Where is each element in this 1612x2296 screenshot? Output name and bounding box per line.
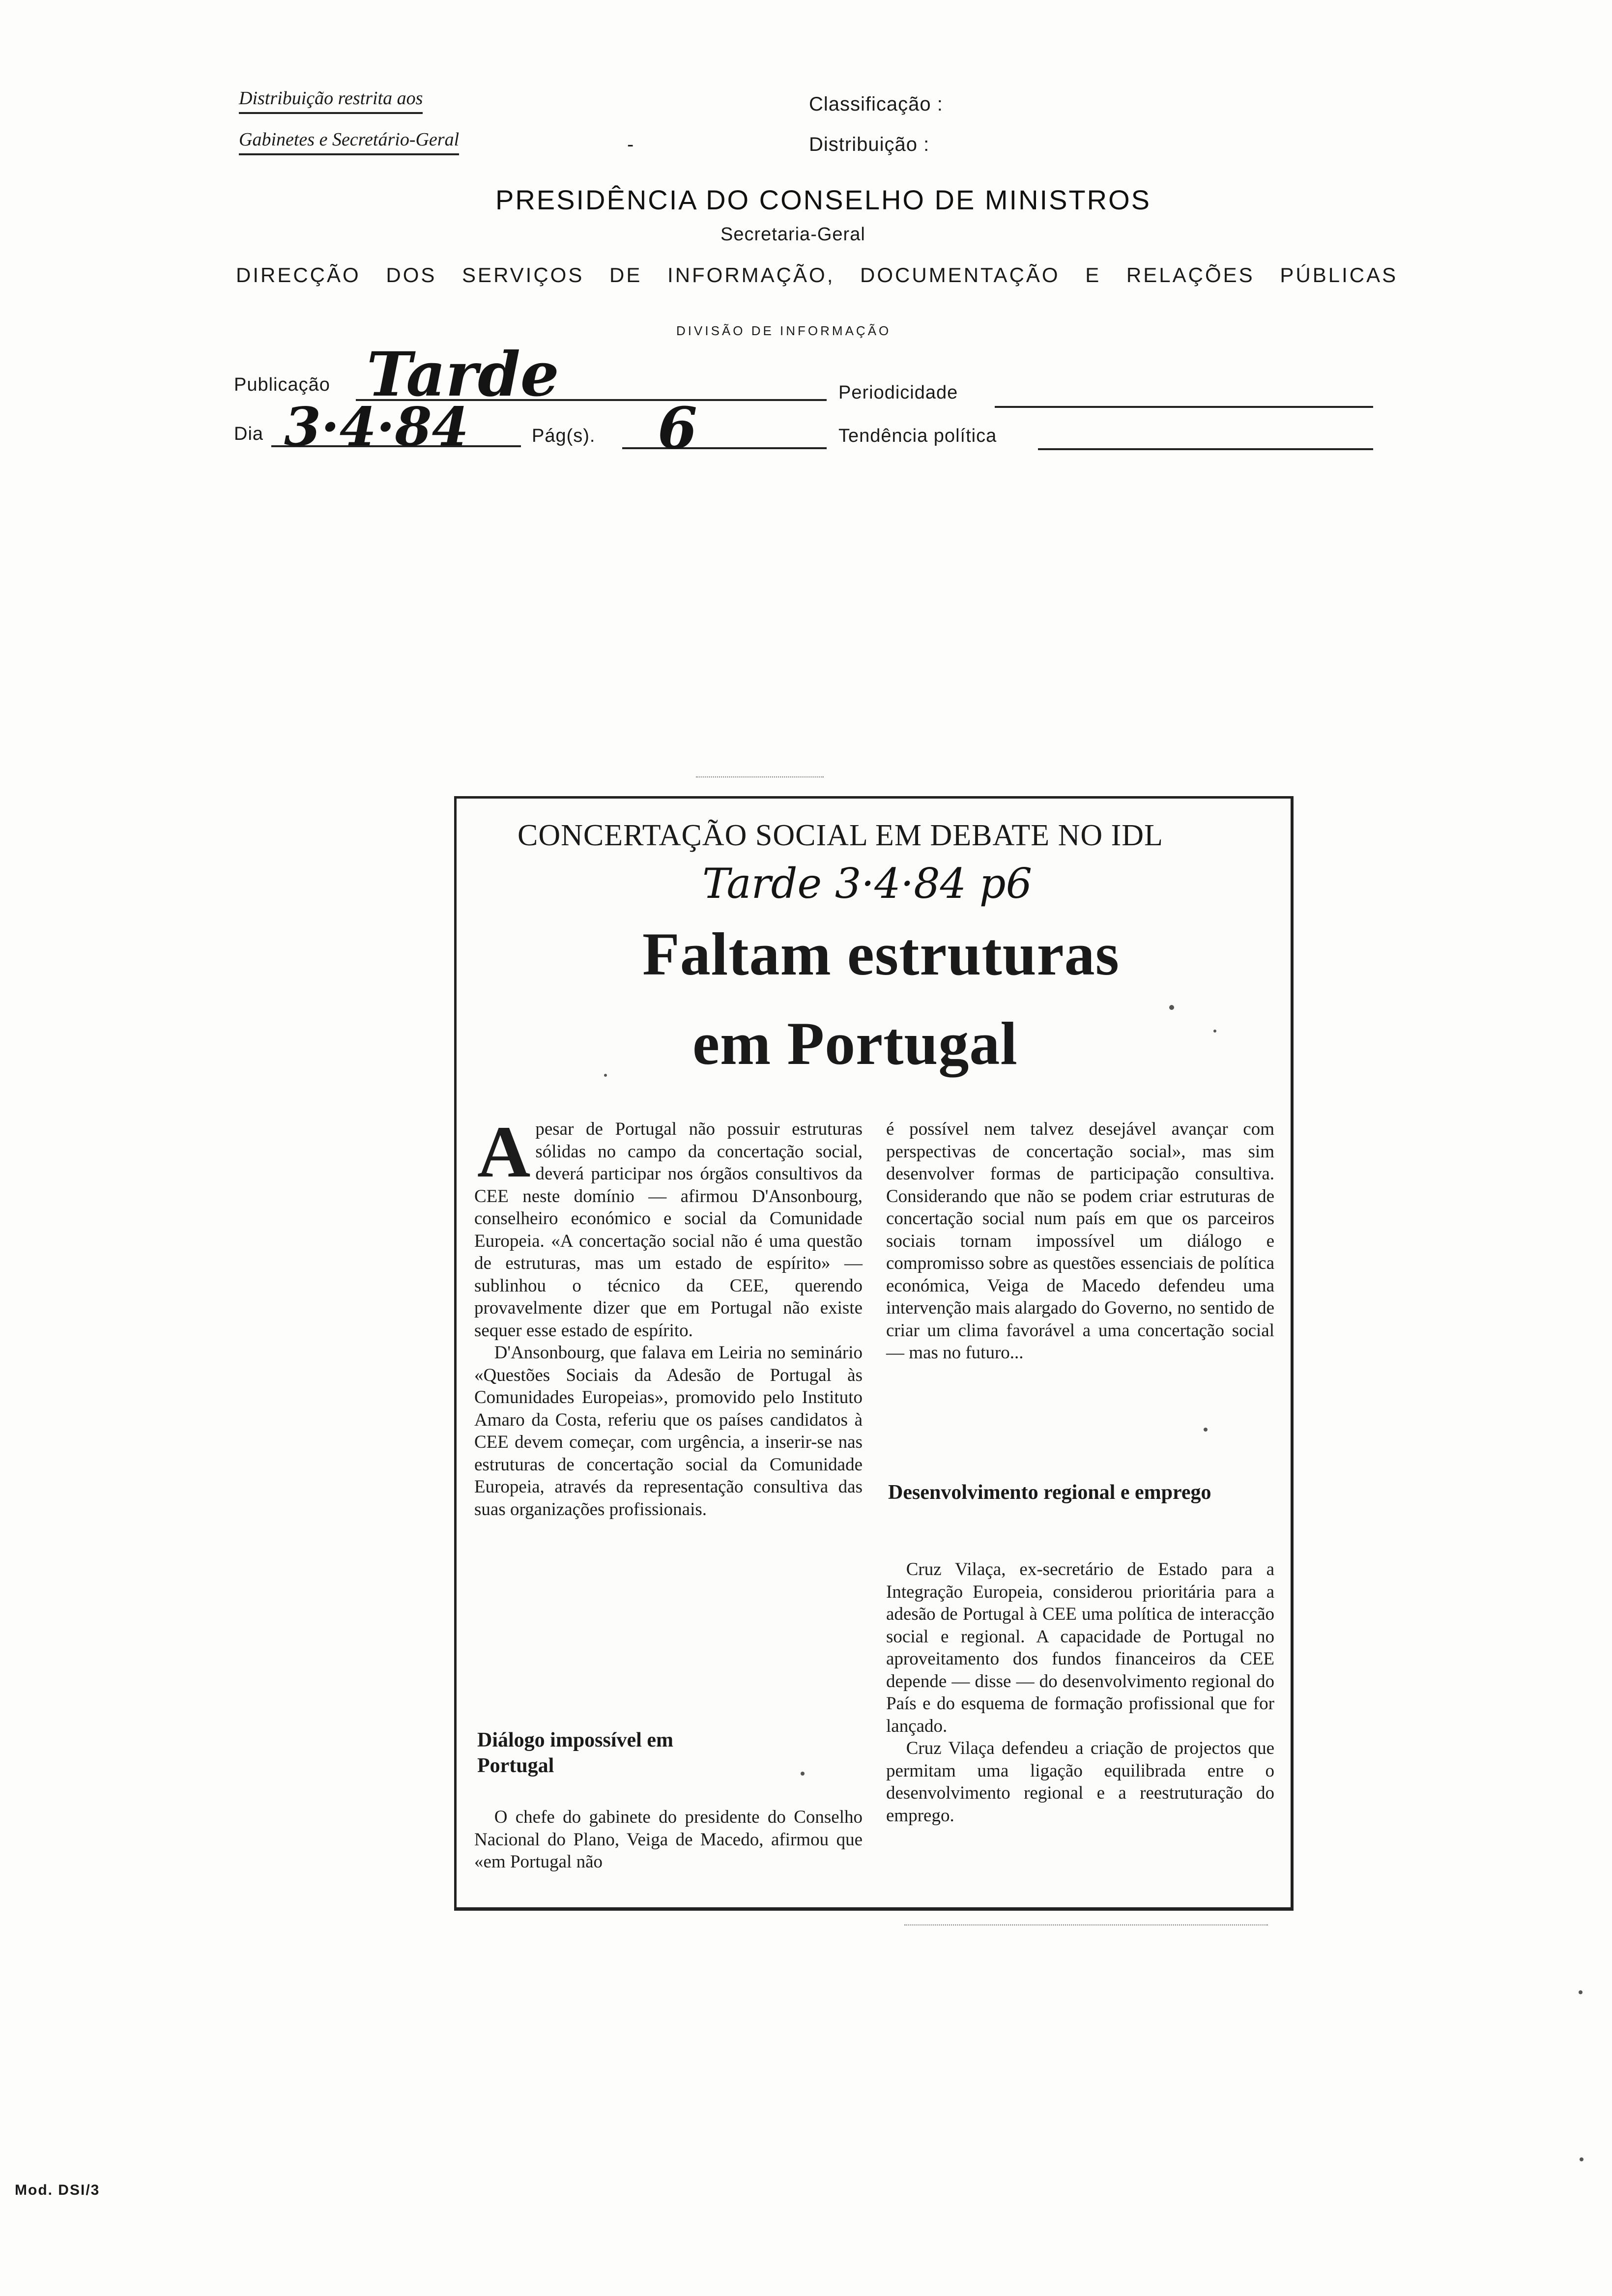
tendencia-label: Tendência política [838,426,997,446]
restriction-line-2: Gabinetes e Secretário-Geral [239,129,459,155]
periodicidade-label: Periodicidade [838,382,958,403]
article-paragraph-3: O chefe do gabinete do presidente do Conselho Nacional do Plano, Veiga de Macedo, afirmou que «em Portugal não [474,1807,863,1872]
article-paragraph-2: D'Ansonbourg, que falava em Leiria no seminário «Questões Sociais da Adesão de Portugal às Comunidades Europeias», promovido pelo Instituto Amaro da Costa, referiu que os países candidatos à CEE devem começar, com urgência, a inserir-se nas estruturas de concertação social da Comunidade Europeia, através da representação consultiva das suas organizações profissionais. [474,1343,863,1520]
headline-line-1: Faltam estruturas [642,920,1120,988]
scan-speck [604,1074,607,1077]
scan-speck [1579,1990,1583,1994]
subheading-desenvolvimento: Desenvolvimento regional e emprego [888,1481,1211,1504]
handwritten-clipping-note: Tarde 3·4·84 p6 [702,860,1033,908]
model-code: Mod. DSI/3 [15,2182,100,2198]
scan-noise-line [696,776,824,777]
document-title: PRESIDÊNCIA DO CONSELHO DE MINISTROS [495,184,1151,215]
subheading-dialogo: Diálogo impossível em Portugal [477,1729,673,1777]
pags-underline [622,447,827,449]
classificacao-label: Classificação : [809,93,943,115]
tendencia-underline [1038,448,1373,450]
article-column-1-continued [474,1806,863,1873]
scan-speck [1213,1030,1216,1033]
scan-speck [1580,2157,1583,2161]
periodicidade-underline [995,406,1373,408]
article-paragraph-5: Cruz Vilaça, ex-secretário de Estado para a Integração Europeia, considerou prioritária para a adesão de Portugal à CEE uma política de interacção social e regional. A capacidade de Portugal no aproveitamento dos fundos financeiros da CEE depende — disse — do desenvolvimento regional do País e do esquema de formação profissional que for lançado. [886,1559,1274,1736]
article-column-1 [474,1111,863,1521]
article-column-2 [886,1118,1274,1364]
dia-value: 3·4·84 [284,396,469,458]
dia-label: Dia [234,424,264,444]
article-paragraph-1 [474,1111,863,1342]
distribuicao-label: Distribuição : [809,134,930,155]
pags-label: Pág(s). [532,426,596,446]
scan-speck [1204,1428,1208,1432]
scan-speck [801,1772,805,1776]
publicacao-label: Publicação [234,374,330,395]
clipping-kicker: CONCERTAÇÃO SOCIAL EM DEBATE NO IDL [518,819,1163,852]
direccao-heading: DIRECÇÃO DOS SERVIÇOS DE INFORMAÇÃO, DOCUMENTAÇÃO E RELAÇÕES PÚBLICAS [236,263,1398,287]
stray-mark: - [627,134,634,155]
pags-value: 6 [658,395,697,462]
divisao-heading: DIVISÃO DE INFORMAÇÃO [676,323,892,338]
scan-speck [1169,1005,1174,1010]
publicacao-value: Tarde [367,339,559,410]
scan-noise-line [904,1924,1268,1925]
document-subtitle: Secretaria-Geral [720,224,865,245]
article-paragraph-4: é possível nem talvez desejável avançar com perspectivas de concertação social», mas sim desenvolver formas de participação consultiva. Considerando que não se podem criar estruturas de concertação social num país em que os parceiros sociais tornam impossível um diálogo e compromisso sobre as questões essenciais de política económica, Veiga de Macedo defendeu uma intervenção mais alargado do Governo, no sentido de criar um clima favorável a uma concertação social — mas no futuro... [886,1119,1274,1363]
article-column-2-continued [886,1558,1274,1827]
headline-line-2: em Portugal [692,1010,1018,1077]
newspaper-clipping [454,796,1294,1911]
restriction-line-1: Distribuição restrita aos [239,87,423,114]
article-paragraph-6: Cruz Vilaça defendeu a criação de projectos que permitam uma ligação equilibrada entre o desenvolvimento regional e a reestruturação do emprego. [886,1738,1274,1826]
article-paragraph-1-text: pesar de Portugal não possuir estruturas sólidas no campo da concertação social, deverá participar nos órgãos consultivos da CEE neste domínio — afirmou D'Ansonbourg, conselheiro económico e social da Comunidade Europeia. «A concertação social não é uma questão de estruturas, mas um estado de espírito» — sublinhou o técnico da CEE, querendo provavelmente dizer que em Portugal não existe sequer esse estado de espírito. [474,1119,863,1341]
drop-cap: A [477,1111,531,1193]
